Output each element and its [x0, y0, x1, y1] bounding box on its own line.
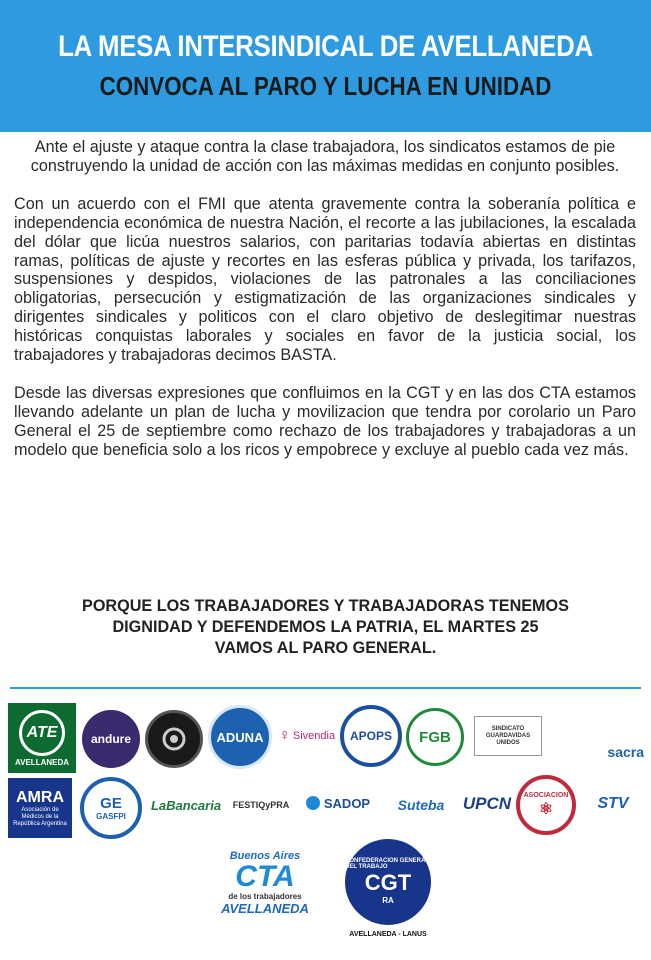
gasfpi-text: GASFPI: [96, 812, 126, 821]
apops-text: APOPS: [349, 729, 392, 743]
sacra-logo: [552, 710, 644, 760]
fgb-text: FGB: [419, 728, 451, 746]
suteba-logo: [388, 792, 454, 818]
apops-logo: [340, 705, 402, 767]
suteba-text: Suteba: [397, 797, 445, 813]
upcn-text: UPCN: [462, 794, 512, 813]
cta-text: CTA: [235, 860, 295, 893]
festiqypra-text: FESTIQyPRA: [232, 800, 290, 810]
paragraph-3: Desde las diversas expresiones que confluimos en la CGT y en las dos CTA estamos llevando adelante un plan de lucha y movilizacion que tendra por corolario un Paro General el 25 de septiembre como rechazo de los trabajadores y trabajadoras a un modelo que beneficia solo a los ricos y empobrece y excluye al pueblo cada vez más.: [14, 383, 636, 459]
cgt-logo: [342, 832, 434, 944]
cgt-seal: [345, 839, 431, 925]
cgt-text: CGT: [364, 870, 412, 895]
sindicato-guardavidas-logo: [474, 716, 542, 756]
cta-top: Buenos Aires: [229, 850, 301, 862]
amra-sub: Asociación de Médicos de la República Argentina: [13, 806, 67, 827]
andure-logo: [82, 710, 140, 768]
call-line-3: VAMOS AL PARO GENERAL.: [214, 639, 437, 657]
header-banner: [0, 0, 651, 132]
paragraph-1: Ante el ajuste y ataque contra la clase trabajadora, los sindicatos estamos de pie construyendo la unidad de acción con las máximas medidas en conjunto posibles.: [30, 138, 620, 175]
labancaria-logo: [148, 793, 224, 817]
call-line-2: DIGNIDAD Y DEFENDEMOS LA PATRIA, EL MARTES 25: [112, 618, 539, 636]
header-title: LA MESA INTERSINDICAL DE AVELLANEDA: [58, 30, 593, 63]
cta-mid: de los trabajadores: [228, 892, 302, 901]
asociacion-logo: [516, 775, 576, 835]
sadop-logo: [298, 790, 378, 816]
amra-text: AMRA: [16, 788, 64, 806]
amra-logo: [8, 778, 72, 838]
sacra-text: sacra: [607, 744, 644, 760]
cgt-ring-text: CONFEDERACION GENERAL DEL TRABAJO: [345, 858, 429, 870]
sivendia-logo: [276, 718, 338, 754]
header-subtitle: CONVOCA AL PARO Y LUCHA EN UNIDAD: [99, 71, 552, 101]
paragraph-2: Con un acuerdo con el FMI que atenta gravemente contra la soberanía política e independencia económica de nuestra Nación, el recorte a las jubilaciones, la escalada del dólar que licúa nuestros salarios, con paritarias todavía abiertas en distintas ramas, políticas de ajuste y recortes en las esferas pública y privada, los tarifazos, suspensiones y despidos, violaciones de las patronales a las conciliaciones obligatorias, persecución y estigmatización de las organizaciones sindicales y dirigentes sindicales y politicos con el claro objetivo de deslegitimar nuestras históricas conquistas laborales y sociales en favor de la justicia social, los trabajadores y trabajadoras decimos BASTA.: [14, 194, 636, 365]
stv-logo: [580, 792, 646, 816]
gasfpi-mark: GE: [100, 795, 122, 812]
ate-logo: [8, 703, 76, 773]
festiqypra-logo: [228, 793, 294, 817]
divider: [10, 687, 641, 689]
cta-bottom: AVELLANEDA: [221, 901, 309, 916]
gear-icon: [159, 724, 189, 754]
person-icon: ♀: [278, 727, 291, 744]
aduna-logo: [208, 705, 272, 769]
sindicato-obreros-logo: [145, 710, 203, 768]
ate-text: ATE: [19, 710, 65, 756]
aduna-text: ADUNA: [216, 729, 264, 745]
sivendia-text: Sivendia: [292, 730, 336, 742]
guardavidas-text: SINDICATO GUARDAVIDAS UNIDOS: [485, 725, 531, 746]
upcn-logo: [460, 786, 514, 822]
atom-icon: ⚛: [538, 800, 554, 818]
andure-text: andure: [90, 732, 131, 746]
cgt-ra: RA: [382, 896, 394, 905]
sadop-icon: [306, 796, 320, 810]
cta-logo: [200, 844, 330, 922]
stv-text: STV: [597, 795, 629, 812]
call-line-1: PORQUE LOS TRABAJADORES Y TRABAJADORAS TENEMOS: [82, 597, 569, 615]
asociacion-text: ASOCIACION: [523, 791, 569, 799]
labancaria-text: LaBancaria: [150, 797, 222, 813]
call-to-action: [20, 596, 631, 659]
ate-sub: AVELLANEDA: [14, 757, 70, 767]
sadop-text: SADOP: [323, 795, 371, 811]
gasfpi-logo: [80, 777, 142, 839]
body-text: [14, 138, 636, 460]
cgt-bottom: AVELLANEDA - LANUS: [349, 930, 427, 938]
fgb-logo: [406, 708, 464, 766]
